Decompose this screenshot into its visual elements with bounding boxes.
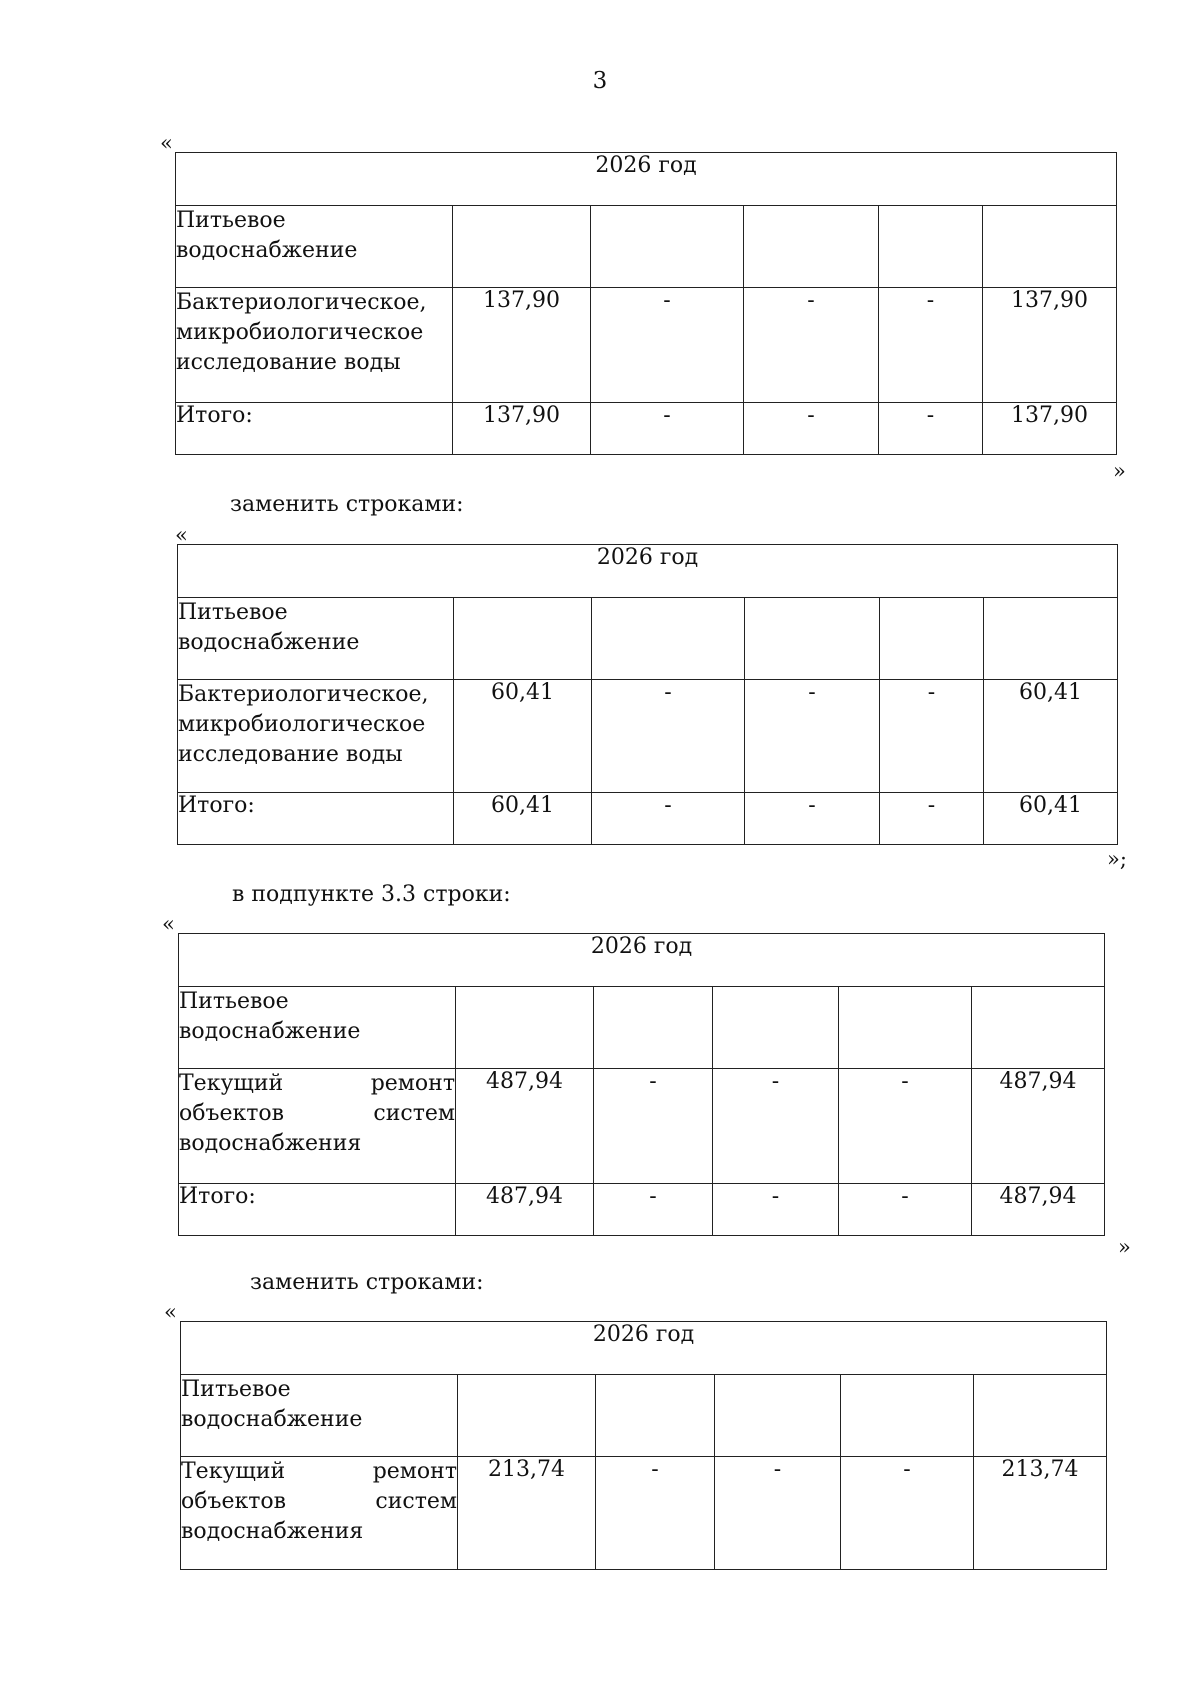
table-row [176, 288, 1117, 403]
year-header: 2026 год [178, 545, 1118, 598]
item-label: Бактериологическое, микробиологическое исследование воды [176, 288, 453, 403]
note-replace: заменить строками: [230, 492, 464, 517]
table-2 [177, 544, 1118, 845]
group-label: Питьевое водоснабжение [179, 987, 456, 1069]
value-cell: 487,94 [456, 1184, 594, 1236]
total-label: Итого: [176, 403, 453, 455]
group-label: Питьевое водоснабжение [181, 1375, 458, 1457]
total-value-cell: 137,90 [983, 288, 1117, 403]
table-row [178, 598, 1118, 680]
year-header: 2026 год [179, 934, 1105, 987]
value-cell: - [713, 1069, 839, 1184]
item-label: Бактериологическое, микробиологическое исследование воды [178, 680, 454, 793]
value-cell: - [744, 288, 879, 403]
table-row [181, 1457, 1107, 1570]
value-cell: 60,41 [454, 793, 592, 845]
close-quote: »; [1107, 847, 1127, 871]
total-label: Итого: [178, 793, 454, 845]
item-label: Текущий ремонт объектов систем водоснабжения [179, 1069, 456, 1184]
year-header: 2026 год [176, 153, 1117, 206]
value-cell: - [745, 793, 880, 845]
total-row [179, 1184, 1105, 1236]
page-number: 3 [592, 68, 608, 94]
total-value-cell: 137,90 [983, 403, 1117, 455]
note-replace: заменить строками: [250, 1270, 484, 1295]
total-value-cell: 487,94 [972, 1069, 1105, 1184]
value-cell: - [715, 1457, 841, 1570]
table-row [179, 1069, 1105, 1184]
value-cell: - [591, 288, 744, 403]
total-label: Итого: [179, 1184, 456, 1236]
value-cell: 60,41 [454, 680, 592, 793]
value-cell: - [594, 1069, 713, 1184]
value-cell: - [879, 288, 983, 403]
total-value-cell: 60,41 [984, 680, 1118, 793]
total-value-cell: 213,74 [974, 1457, 1107, 1570]
total-value-cell: 60,41 [984, 793, 1118, 845]
value-cell: - [744, 403, 879, 455]
value-cell: - [713, 1184, 839, 1236]
close-quote: » [1118, 1235, 1131, 1259]
table-1 [175, 152, 1117, 455]
table-row [181, 1375, 1107, 1457]
year-header: 2026 год [181, 1322, 1107, 1375]
item-label: Текущий ремонт объектов систем водоснабжения [181, 1457, 458, 1570]
open-quote: « [162, 912, 175, 936]
value-cell: 213,74 [458, 1457, 596, 1570]
group-label: Питьевое водоснабжение [176, 206, 453, 288]
value-cell: - [839, 1069, 972, 1184]
open-quote: « [164, 1300, 177, 1324]
value-cell: - [839, 1184, 972, 1236]
value-cell: - [592, 793, 745, 845]
table-4 [180, 1321, 1107, 1570]
table-row [176, 206, 1117, 288]
note-subsection: в подпункте 3.3 строки: [232, 882, 511, 907]
value-cell: 137,90 [453, 403, 591, 455]
table-row [178, 680, 1118, 793]
value-cell: - [841, 1457, 974, 1570]
total-row [178, 793, 1118, 845]
table-row [179, 987, 1105, 1069]
value-cell: 137,90 [453, 288, 591, 403]
value-cell: - [880, 793, 984, 845]
value-cell: 487,94 [456, 1069, 594, 1184]
table-3 [178, 933, 1105, 1236]
value-cell: - [592, 680, 745, 793]
value-cell: - [879, 403, 983, 455]
value-cell: - [880, 680, 984, 793]
group-label: Питьевое водоснабжение [178, 598, 454, 680]
value-cell: - [594, 1184, 713, 1236]
total-row [176, 403, 1117, 455]
value-cell: - [591, 403, 744, 455]
value-cell: - [596, 1457, 715, 1570]
open-quote: « [160, 131, 173, 155]
close-quote: » [1113, 459, 1126, 483]
total-value-cell: 487,94 [972, 1184, 1105, 1236]
value-cell: - [745, 680, 880, 793]
open-quote: « [175, 523, 188, 547]
